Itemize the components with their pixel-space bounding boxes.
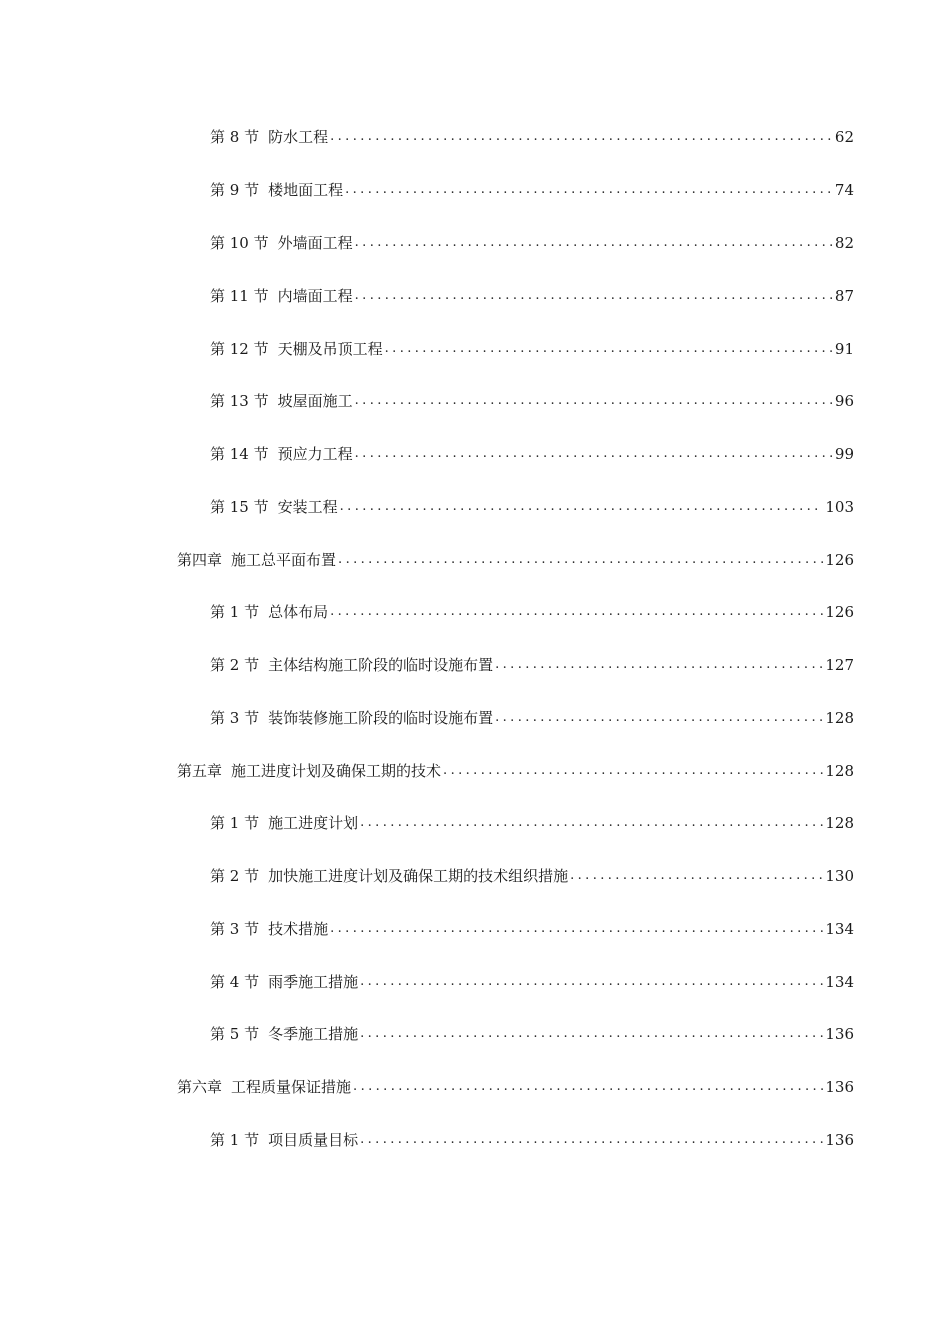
- toc-entry-page: 130: [825, 867, 854, 885]
- toc-dot-leader: [495, 706, 823, 730]
- toc-dot-leader: [330, 125, 833, 149]
- toc-entry-number: 第 13 节: [210, 392, 269, 410]
- toc-entry[interactable]: [210, 811, 854, 835]
- toc-entry-page: 96: [834, 392, 854, 410]
- toc-entry-title: 冬季施工措施: [268, 1025, 359, 1043]
- toc-entry[interactable]: [210, 1128, 854, 1152]
- toc-entry-title: 外墙面工程: [277, 234, 353, 252]
- toc-entry-page: 128: [825, 814, 854, 832]
- toc-entry-page: 87: [834, 287, 854, 305]
- toc-entry-title: 施工总平面布置: [231, 551, 337, 569]
- toc-entry-number: 第 3 节: [210, 709, 260, 727]
- toc-entry[interactable]: [210, 864, 854, 888]
- toc-entry-number: 第 14 节: [210, 445, 269, 463]
- toc-entry-number: 第四章: [177, 551, 223, 569]
- toc-entry[interactable]: [210, 653, 854, 677]
- toc-dot-leader: [355, 442, 833, 466]
- toc-entry-title: 总体布局: [268, 603, 329, 621]
- toc-entry-number: 第 11 节: [210, 287, 269, 305]
- toc-entry-page: 127: [825, 656, 854, 674]
- toc-entry-page: 99: [834, 445, 854, 463]
- toc-dot-leader: [360, 1128, 823, 1152]
- toc-dot-leader: [443, 759, 823, 783]
- toc-entry-number: 第 1 节: [210, 1131, 260, 1149]
- toc-entry-number: 第 9 节: [210, 181, 260, 199]
- toc-entry-page: 126: [825, 603, 854, 621]
- toc-entry[interactable]: [210, 706, 854, 730]
- toc-dot-leader: [340, 495, 824, 519]
- toc-entry-title: 工程质量保证措施: [231, 1078, 352, 1096]
- toc-dot-leader: [360, 970, 823, 994]
- toc-entry-number: 第 2 节: [210, 656, 260, 674]
- toc-dot-leader: [360, 1022, 823, 1046]
- toc-entry-title: 防水工程: [268, 128, 329, 146]
- toc-entry-number: 第 5 节: [210, 1025, 260, 1043]
- toc-entry-number: 第 4 节: [210, 973, 260, 991]
- toc-entry-number: 第 10 节: [210, 234, 269, 252]
- toc-entry-page: 134: [825, 920, 854, 938]
- toc-entry-title: 安装工程: [277, 498, 338, 516]
- toc-entry[interactable]: [210, 495, 854, 519]
- toc-dot-leader: [338, 548, 823, 572]
- toc-entry[interactable]: [210, 600, 854, 624]
- toc-entry[interactable]: [210, 389, 854, 413]
- toc-entry[interactable]: [210, 917, 854, 941]
- toc-dot-leader: [355, 284, 833, 308]
- toc-entry-chapter[interactable]: [177, 759, 854, 783]
- toc-dot-leader: [355, 231, 833, 255]
- toc-entry-title: 主体结构施工阶段的临时设施布置: [268, 656, 494, 674]
- toc-entry-page: 136: [825, 1078, 854, 1096]
- toc-entry-page: 74: [834, 181, 854, 199]
- toc-dot-leader: [345, 178, 833, 202]
- toc-entry[interactable]: [210, 125, 854, 149]
- toc-entry-title: 坡屋面施工: [277, 392, 353, 410]
- toc-entry-title: 预应力工程: [277, 445, 353, 463]
- toc-entry-page: 128: [825, 709, 854, 727]
- toc-dot-leader: [353, 1075, 823, 1099]
- toc-dot-leader: [330, 600, 823, 624]
- toc-entry-number: 第 2 节: [210, 867, 260, 885]
- toc-entry-number: 第 1 节: [210, 603, 260, 621]
- toc-entry-number: 第五章: [177, 762, 223, 780]
- toc-dot-leader: [385, 337, 833, 361]
- toc-entry-title: 内墙面工程: [277, 287, 353, 305]
- toc-entry[interactable]: [210, 1022, 854, 1046]
- toc-entry-number: 第 15 节: [210, 498, 269, 516]
- toc-entry-chapter[interactable]: [177, 548, 854, 572]
- toc-entry-chapter[interactable]: [177, 1075, 854, 1099]
- toc-entry-page: 103: [825, 498, 854, 516]
- toc-entry-number: 第 3 节: [210, 920, 260, 938]
- toc-entry[interactable]: [210, 442, 854, 466]
- toc-entry-page: 136: [825, 1131, 854, 1149]
- toc-dot-leader: [570, 864, 823, 888]
- toc-entry-title: 项目质量目标: [268, 1131, 359, 1149]
- toc-entry-title: 装饰装修施工阶段的临时设施布置: [268, 709, 494, 727]
- toc-entry[interactable]: [210, 231, 854, 255]
- toc-dot-leader: [495, 653, 823, 677]
- toc-entry[interactable]: [210, 284, 854, 308]
- toc-entry-title: 施工进度计划及确保工期的技术: [231, 762, 442, 780]
- toc-entry-page: 91: [834, 340, 854, 358]
- toc-entry-page: 82: [834, 234, 854, 252]
- toc-entry-title: 施工进度计划: [268, 814, 359, 832]
- toc-entry-title: 加快施工进度计划及确保工期的技术组织措施: [268, 867, 569, 885]
- toc-entry-page: 136: [825, 1025, 854, 1043]
- toc-entry-number: 第 8 节: [210, 128, 260, 146]
- toc-entry-page: 134: [825, 973, 854, 991]
- toc-entry[interactable]: [210, 970, 854, 994]
- toc-dot-leader: [360, 811, 823, 835]
- toc-dot-leader: [355, 389, 833, 413]
- toc-entry-title: 雨季施工措施: [268, 973, 359, 991]
- toc-entry-page: 126: [825, 551, 854, 569]
- toc-entry-title: 天棚及吊顶工程: [277, 340, 383, 358]
- toc-entry[interactable]: [210, 337, 854, 361]
- toc-entry-page: 128: [825, 762, 854, 780]
- toc-entry[interactable]: [210, 178, 854, 202]
- toc-entry-title: 技术措施: [268, 920, 329, 938]
- toc-entry-number: 第 12 节: [210, 340, 269, 358]
- toc-dot-leader: [330, 917, 823, 941]
- toc-entry-number: 第 1 节: [210, 814, 260, 832]
- toc-entry-number: 第六章: [177, 1078, 223, 1096]
- toc-entry-page: 62: [834, 128, 854, 146]
- toc-entry-title: 楼地面工程: [268, 181, 344, 199]
